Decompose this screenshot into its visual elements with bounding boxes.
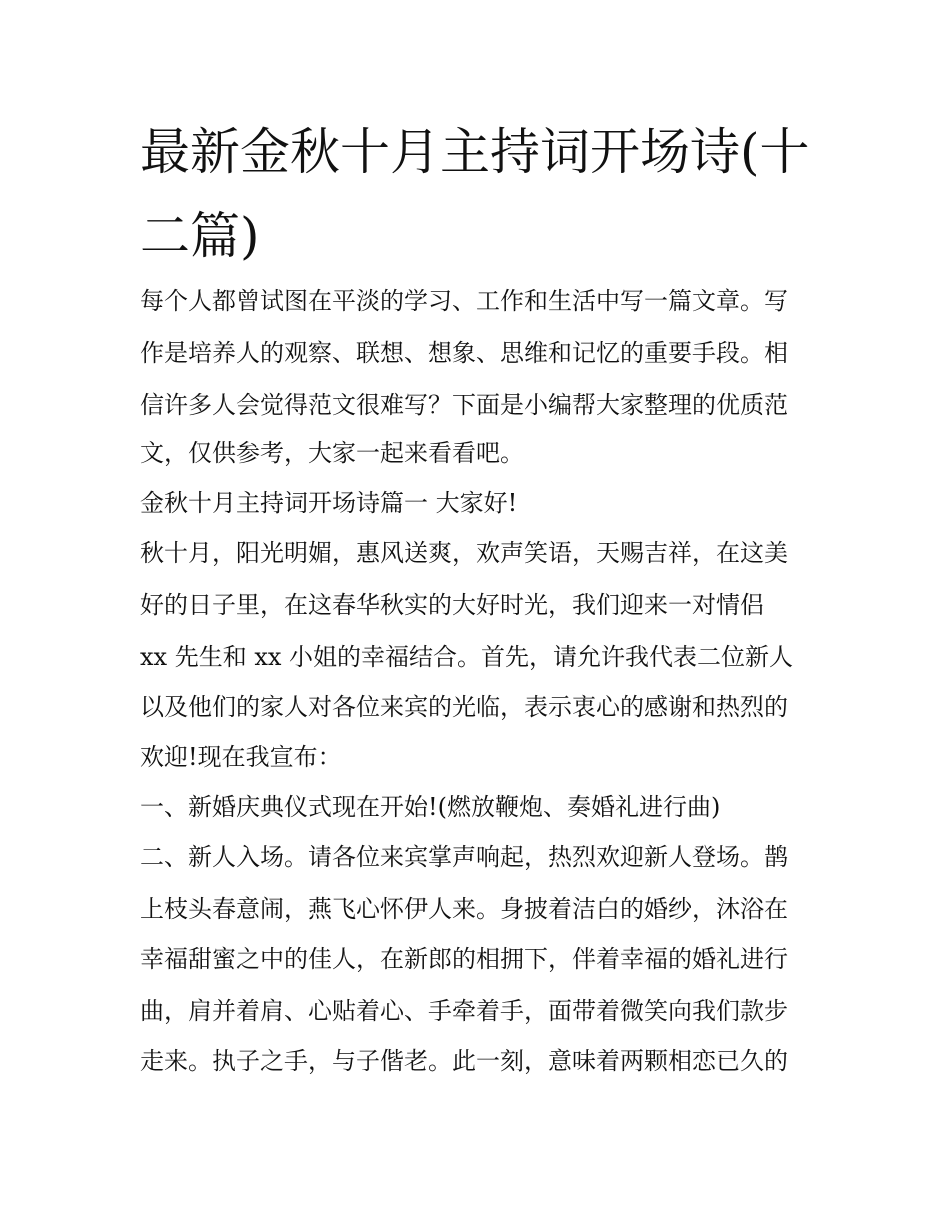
body-line: 以及他们的家人对各位来宾的光临，表示衷心的感谢和热烈的 <box>140 693 788 721</box>
body-line: 好的日子里，在这春华秋实的大好时光，我们迎来一对情侣 <box>140 591 764 619</box>
body-line: 欢迎!现在我宣布： <box>140 743 342 771</box>
body-line: 走来。执子之手，与子偕老。此一刻，意味着两颗相恋已久的 <box>140 1047 788 1075</box>
body-line: 上枝头春意闹，燕飞心怀伊人来。身披着洁白的婚纱，沐浴在 <box>140 895 788 923</box>
body-line: 每个人都曾试图在平淡的学习、工作和生活中写一篇文章。写 <box>140 287 788 315</box>
section-heading-line: 金秋十月主持词开场诗篇一 大家好! <box>140 489 518 517</box>
body-line: 幸福甜蜜之中的佳人，在新郎的相拥下，伴着幸福的婚礼进行 <box>140 945 788 973</box>
body-line: 一、新婚庆典仪式现在开始!(燃放鞭炮、奏婚礼进行曲) <box>140 793 721 821</box>
body-line: 二、新人入场。请各位来宾掌声响起，热烈欢迎新人登场。鹊 <box>140 843 788 871</box>
body-line: 信许多人会觉得范文很难写？下面是小编帮大家整理的优质范 <box>140 391 788 419</box>
body-line: 文，仅供参考，大家一起来看看吧。 <box>140 439 524 467</box>
body-line: xx 先生和 xx 小姐的幸福结合。首先，请允许我代表二位新人 <box>140 643 794 671</box>
body-line: 作是培养人的观察、联想、想象、思维和记忆的重要手段。相 <box>140 339 788 367</box>
body-line: 曲，肩并着肩、心贴着心、手牵着手，面带着微笑向我们款步 <box>140 997 788 1025</box>
document-title: 最新金秋十月主持词开场诗(十二篇) <box>140 123 810 265</box>
body-line: 秋十月，阳光明媚，惠风送爽，欢声笑语，天赐吉祥，在这美 <box>140 539 788 567</box>
